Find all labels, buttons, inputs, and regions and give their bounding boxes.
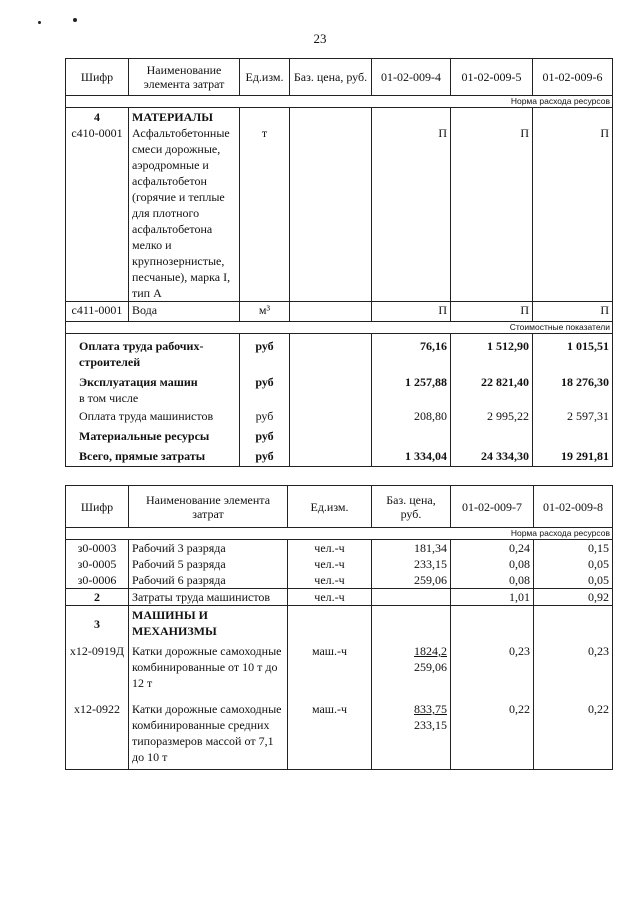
table-row: [66, 370, 613, 406]
table-row: [66, 334, 613, 371]
row-price: [290, 108, 372, 302]
resources-table: [65, 485, 613, 770]
section-empty: [534, 606, 613, 642]
row-v2: 0,22: [534, 699, 613, 770]
total-v2: [451, 426, 533, 446]
materials-table: [65, 58, 613, 467]
table-header: [66, 486, 613, 528]
total-unit: руб: [240, 446, 290, 467]
row-name: Затраты труда машинистов: [129, 589, 288, 606]
total-v2: 1 512,90: [451, 334, 533, 371]
row-v1: 0,24: [451, 540, 534, 557]
total-empty: [290, 426, 372, 446]
table-row: [66, 699, 613, 770]
table-row: [66, 426, 613, 446]
row-code: з0-0003: [66, 540, 129, 557]
row-code: з0-0006: [66, 572, 129, 589]
page-number: 23: [313, 31, 327, 46]
row-price: 233,15: [372, 556, 451, 572]
total-name-cell: [66, 370, 240, 406]
row-v2: 0,05: [534, 572, 613, 589]
material-name: Асфальтобетонные смеси дорожные, аэродромные и асфальтобетон (горячие и теплые для плотного асфальтобетона мелко и крупнозернистые, песчаные), марка I, тип А: [132, 126, 231, 300]
row-v1: 0,08: [451, 572, 534, 589]
row-v1: 1,01: [451, 589, 534, 606]
row-v2: 0,15: [534, 540, 613, 557]
section-title: МАТЕРИАЛЫ: [132, 110, 213, 124]
header-unit: Ед.изм.: [240, 59, 290, 96]
row-v2: 0,92: [534, 589, 613, 606]
row-v1: 0,08: [451, 556, 534, 572]
row-price: 259,06: [372, 572, 451, 589]
row-price: [372, 699, 451, 770]
row-unit: чел.-ч: [288, 572, 372, 589]
total-unit: руб: [240, 370, 290, 406]
norma-label: Норма расхода ресурсов: [66, 96, 613, 108]
table-row: [66, 589, 613, 606]
row-unit: чел.-ч: [288, 540, 372, 557]
total-v3: 2 597,31: [533, 406, 613, 426]
total-v1: 208,80: [372, 406, 451, 426]
total-v3: 18 276,30: [533, 370, 613, 406]
total-name: Оплата труда машинистов: [66, 406, 240, 426]
total-v2: 24 334,30: [451, 446, 533, 467]
table-row: [66, 406, 613, 426]
row-v1: 0,23: [451, 641, 534, 699]
scan-speck: [38, 21, 41, 24]
section-empty: [451, 606, 534, 642]
norma-row: [66, 528, 613, 540]
row-code: [66, 108, 129, 302]
total-v3: [533, 426, 613, 446]
total-v2: 22 821,40: [451, 370, 533, 406]
norma-row: [66, 96, 613, 108]
header-col2: 01-02-009-5: [451, 59, 533, 96]
total-empty: [290, 370, 372, 406]
section-code: 4: [94, 110, 100, 124]
row-code: х12-0922: [66, 699, 129, 770]
table-row: [66, 572, 613, 589]
row-name: Катки дорожные самоходные комбинированные от 10 т до 12 т: [129, 641, 288, 699]
row-code: з0-0005: [66, 556, 129, 572]
row-v2: 0,23: [534, 641, 613, 699]
total-v1: 1 334,04: [372, 446, 451, 467]
header-code: Шифр: [66, 59, 129, 96]
total-unit: руб: [240, 334, 290, 371]
total-name: Материальные ресурсы: [66, 426, 240, 446]
total-v1: [372, 426, 451, 446]
row-code: 2: [66, 589, 129, 606]
total-empty: [290, 334, 372, 371]
row-unit: чел.-ч: [288, 589, 372, 606]
total-unit: руб: [240, 426, 290, 446]
row-code: с411-0001: [66, 302, 129, 322]
row-v2: П: [451, 302, 533, 322]
header-base-price: Баз. цена, руб.: [372, 486, 451, 528]
price-bottom: 233,15: [414, 718, 447, 732]
norma-label: Норма расхода ресурсов: [66, 528, 613, 540]
section-code: 3: [66, 606, 129, 642]
row-v2: 0,05: [534, 556, 613, 572]
section-empty: [288, 606, 372, 642]
scan-speck: [73, 18, 77, 22]
total-v3: 19 291,81: [533, 446, 613, 467]
row-unit: маш.-ч: [288, 641, 372, 699]
price-bottom: 259,06: [414, 660, 447, 674]
section-title: МАШИНЫ И МЕХАНИЗМЫ: [129, 606, 288, 642]
row-v1: 0,22: [451, 699, 534, 770]
table-row: [66, 540, 613, 557]
total-empty: [290, 446, 372, 467]
row-unit: маш.-ч: [288, 699, 372, 770]
total-name: Всего, прямые затраты: [66, 446, 240, 467]
row-code: х12-0919Д: [66, 641, 129, 699]
header-name: Наименование элемента затрат: [129, 59, 240, 96]
row-name: Рабочий 6 разряда: [129, 572, 288, 589]
row-v2: П: [451, 108, 533, 302]
row-name: [129, 108, 240, 302]
table-row: [66, 556, 613, 572]
row-v3: П: [533, 108, 613, 302]
row-v1: П: [372, 108, 451, 302]
table-header: [66, 59, 613, 96]
header-name: Наименование элемента затрат: [129, 486, 288, 528]
header-col1: 01-02-009-7: [451, 486, 534, 528]
row-v1: П: [372, 302, 451, 322]
header-col3: 01-02-009-6: [533, 59, 613, 96]
table-row: [66, 302, 613, 322]
header-col1: 01-02-009-4: [372, 59, 451, 96]
header-code: Шифр: [66, 486, 129, 528]
cost-row: [66, 322, 613, 334]
total-name: Эксплуатация машин: [79, 375, 198, 389]
total-unit: руб: [240, 406, 290, 426]
total-v2: 2 995,22: [451, 406, 533, 426]
row-price: [372, 641, 451, 699]
row-name: Рабочий 3 разряда: [129, 540, 288, 557]
price-top: 1824,2: [414, 644, 447, 658]
total-v1: 1 257,88: [372, 370, 451, 406]
row-unit: чел.-ч: [288, 556, 372, 572]
total-empty: [290, 406, 372, 426]
section-empty: [372, 606, 451, 642]
row-name: Вода: [129, 302, 240, 322]
table-row: [66, 108, 613, 302]
row-price: [372, 589, 451, 606]
table-row: [66, 606, 613, 642]
total-v1: 76,16: [372, 334, 451, 371]
row-name: Катки дорожные самоходные комбинированные средних типоразмеров массой от 7,1 до 10 т: [129, 699, 288, 770]
header-unit: Ед.изм.: [288, 486, 372, 528]
cost-label: Стоимостные показатели: [66, 322, 613, 334]
row-unit: т: [240, 108, 290, 302]
header-col2: 01-02-009-8: [534, 486, 613, 528]
header-base-price: Баз. цена, руб.: [290, 59, 372, 96]
price-top: 833,75: [414, 702, 447, 716]
row-unit: м³: [240, 302, 290, 322]
total-sub: в том числе: [79, 391, 139, 405]
total-v3: 1 015,51: [533, 334, 613, 371]
total-name: Оплата труда рабочих-строителей: [66, 334, 240, 371]
row-v3: П: [533, 302, 613, 322]
row-price: [290, 302, 372, 322]
row-name: Рабочий 5 разряда: [129, 556, 288, 572]
row-price: 181,34: [372, 540, 451, 557]
table-row: [66, 446, 613, 467]
material-code: с410-0001: [71, 126, 123, 140]
table-row: [66, 641, 613, 699]
